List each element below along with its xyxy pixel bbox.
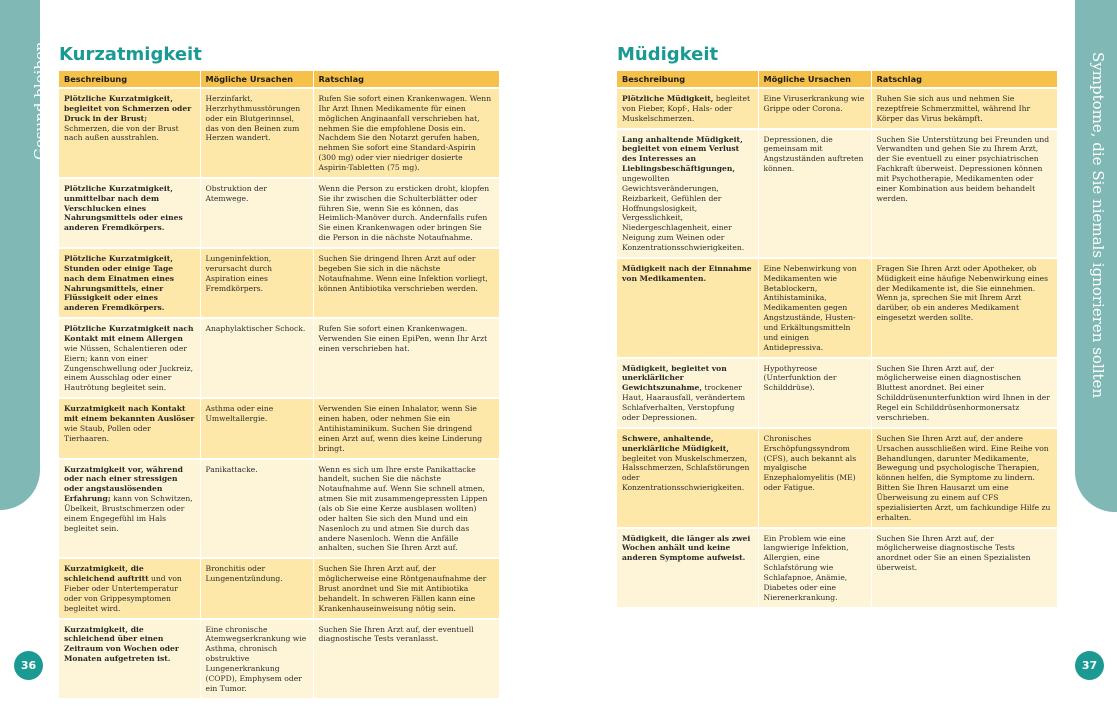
table-row: [59, 398, 499, 458]
col-header-ratschlag: Ratschlag: [871, 71, 1057, 88]
table-row: [617, 88, 1057, 129]
cause-text: Eine Nebenwirkung von Medikamenten wie Betablockern, Antihistaminika, Medikamenten gegen Angstzustände, Husten- und Erkältungsmitteln und einigen Antidepressiva.: [763, 263, 857, 352]
cell-advice: [871, 88, 1057, 129]
description-rest: und von Fieber oder Untertemperatur oder von Grippesymptomen begleitet wird.: [64, 574, 182, 613]
col-header-beschreibung: Beschreibung: [59, 71, 200, 88]
advice-text: Suchen Sie Ihren Arzt auf, der möglicherweise diagnostische Tests anordnet oder Sie an einen Spezialisten überweist.: [876, 533, 1031, 573]
table-row: [59, 88, 499, 178]
description-bold: Kurzatmigkeit, die schleichend über einen Zeitraum von Wochen oder Monaten aufgetreten ist.: [64, 624, 179, 664]
cell-description: [59, 558, 200, 618]
cell-advice: [313, 88, 499, 178]
advice-text: Suchen Sie Unterstützung bei Freunden und Verwandten und gehen Sie zu Ihrem Arzt, der Sie eventuell zu einer psychiatrischen Fachkraft überweist. Depressionen können mit Psychotherapie, Medikamenten oder einer Kombination aus beidem behandelt werden.: [876, 134, 1050, 203]
cell-cause: [200, 318, 313, 398]
table-row: [617, 258, 1057, 358]
cell-description: [617, 358, 758, 428]
cell-cause: [758, 528, 871, 607]
description-bold: Plötzliche Kurzatmigkeit nach Kontakt mit einem Allergen: [64, 324, 194, 344]
cell-description: [59, 459, 200, 559]
cell-advice: [313, 619, 499, 698]
cause-text: Eine Viruserkrankung wie Grippe oder Corona.: [763, 94, 865, 113]
description-rest: kann von Schwitzen, Übelkeit, Brustschmerzen oder einem Engegefühl im Hals begleitet sein.: [64, 494, 193, 533]
table-row: [59, 248, 499, 318]
advice-text: Ruhen Sie sich aus und nehmen Sie rezeptfreie Schmerzmittel, während Ihr Körper das Virus bekämpft.: [876, 94, 1031, 123]
cell-cause: [200, 398, 313, 458]
cell-cause: [758, 88, 871, 129]
advice-text: Verwenden Sie einen Inhalator, wenn Sie einen haben, oder nehmen Sie ein Antihistaminikum. Suchen Sie dringend einen Arzt auf, wenn dies keine Linderung bringt.: [318, 404, 483, 453]
cause-text: Hypothyreose (Unterfunktion der Schilddrüse).: [763, 363, 837, 393]
advice-text: Suchen Sie Ihren Arzt auf, der eventuell diagnostische Tests veranlasst.: [318, 624, 474, 644]
page-number-right: 37: [1075, 651, 1104, 680]
table-row: [617, 129, 1057, 258]
table-muedigkeit: [617, 71, 1058, 607]
cell-advice: [313, 459, 499, 559]
cause-text: Ein Problem wie eine langwierige Infektion, Allergien, eine Schlafstörung wie Schlafapnoe, Anämie, Diabetes oder eine Nierenerkrankung.: [763, 533, 849, 602]
col-header-beschreibung: Beschreibung: [617, 71, 758, 88]
cell-advice: [313, 398, 499, 458]
description-bold: Schwere, anhaltende, unerklärliche Müdigkeit,: [622, 433, 729, 453]
description-rest: trockener Haut, Haarausfall, verändertem Schlafverhalten, Verstopfung oder Depressionen.: [622, 383, 746, 422]
cell-cause: [200, 558, 313, 618]
advice-text: Fragen Sie Ihren Arzt oder Apotheker, ob Müdigkeit eine häufige Nebenwirkung eines der Medikamente ist, die Sie einnehmen. Wenn ja, sprechen Sie mit Ihrem Arzt darüber, ob ein anderes Medikament eingesetzt werden sollte.: [876, 263, 1048, 323]
description-rest: begleitet von Fieber, Kopf-, Hals- oder Muskelschmerzen.: [622, 94, 751, 123]
section-title-kurzatmigkeit: Kurzatmigkeit: [59, 44, 202, 65]
cell-cause: [758, 258, 871, 358]
description-bold: Plötzliche Kurzatmigkeit, unmittelbar nach dem Verschlucken eines Nahrungsmittels oder eines anderen Fremdkörpers.: [64, 183, 183, 233]
cell-description: [617, 129, 758, 258]
section-tab-left: [0, 0, 49, 510]
cause-text: Eine chronische Atemwegserkrankung wie Asthma, chronisch obstruktive Lungenerkrankung (COPD), Emphysem oder ein Tumor.: [205, 624, 307, 693]
description-rest: wie Staub, Pollen oder Tierhaaren.: [64, 423, 151, 443]
col-header-ratschlag: Ratschlag: [313, 71, 499, 88]
cell-cause: [200, 178, 313, 248]
cause-text: Chronisches Erschöpfungssyndrom (CFS), auch bekannt als myalgische Enzephalomyelitis (ME) oder Fatigue.: [763, 433, 857, 493]
cell-description: [59, 178, 200, 248]
advice-text: Suchen Sie Ihren Arzt auf, der möglicherweise einen diagnostischen Bluttest anordnet. Bei einer Schilddrüsenunterfunktion wird Ihnen in der Regel ein Schilddrüsenhormonersatz verschrieben.: [876, 363, 1050, 422]
cell-description: [617, 428, 758, 528]
cell-description: [617, 258, 758, 358]
cell-advice: [313, 558, 499, 618]
cell-cause: [200, 459, 313, 559]
table-row: [59, 178, 499, 248]
advice-text: Wenn die Person zu ersticken droht, klopfen Sie ihr zwischen die Schulterblätter oder führen Sie, wenn Sie es können, das Heimlich-Manöver durch. Andernfalls rufen Sie einen Krankenwagen oder bringen Sie die Person in die nächste Notaufnahme.: [318, 183, 490, 243]
chapter-tab-label: Symptome, die Sie niemals ignorieren sollten: [1089, 52, 1107, 399]
cell-advice: [313, 318, 499, 398]
cell-cause: [758, 358, 871, 428]
table-row: [59, 619, 499, 698]
cell-description: [617, 88, 758, 129]
description-bold: Kurzatmigkeit vor, während oder nach einer stressigen oder angstauslösenden Erfahrung;: [64, 464, 183, 504]
advice-text: Rufen Sie sofort einen Krankenwagen. Wenn Ihr Arzt Ihnen Medikamente für einen möglichen Anginaanfall verschrieben hat, nehmen Sie die empfohlene Dosis ein. Nachdem Sie den Notarzt gerufen haben, nehmen Sie sofort eine Standard-Aspirin (300 mg) oder vier niedriger dosierte Aspirin-Tabletten (75 mg).: [318, 94, 492, 173]
cause-text: Panikattacke.: [205, 464, 258, 474]
cause-text: Asthma oder eine Umweltallergie.: [205, 404, 274, 424]
cause-text: Anaphylaktischer Schock.: [205, 324, 306, 334]
description-bold: Müdigkeit, die länger als zwei Wochen anhält und keine anderen Symptome aufweist.: [622, 533, 751, 563]
cause-text: Herzinfarkt, Herzrhythmusstörungen oder ein Blutgerinnsel, das von den Beinen zum Herzen wandert.: [205, 94, 301, 143]
cause-text: Obstruktion der Atemwege.: [205, 183, 267, 203]
advice-text: Rufen Sie sofort einen Krankenwagen. Verwenden Sie einen EpiPen, wenn Ihr Arzt einen verschrieben hat.: [318, 324, 488, 353]
cell-advice: [313, 178, 499, 248]
description-rest: Schmerzen, die von der Brust nach außen ausstrahlen.: [64, 123, 179, 143]
description-rest: ungewollten Gewichtsveränderungen, Reizbarkeit, Gefühlen der Hoffnungslosigkeit, Vergesslichkeit, Niedergeschlagenheit, einer Neigung zum Weinen oder Konzentrationsschwierigkeiten.: [622, 174, 745, 253]
description-bold: Kurzatmigkeit nach Kontakt mit einem bekannten Auslöser: [64, 404, 195, 424]
page-number-left: 36: [14, 651, 43, 680]
description-bold: Lang anhaltende Müdigkeit, begleitet von einem Verlust des Interesses an Lieblingsbeschäftigungen,: [622, 134, 743, 174]
advice-text: Suchen Sie dringend Ihren Arzt auf oder begeben Sie sich in die nächste Notaufnahme. Wenn eine Infektion vorliegt, können Antibiotika verschrieben werden.: [318, 254, 488, 293]
section-tab-label: Gesund bleiben: [31, 41, 49, 160]
section-title-muedigkeit: Müdigkeit: [617, 44, 719, 65]
description-rest: wie Nüssen, Schalentieren oder Eiern; kann von einer Zungenschwellung oder Juckreiz, einem Ausschlag oder einer Hautrötung begleitet sein.: [64, 343, 193, 393]
cell-advice: [871, 428, 1057, 528]
cell-advice: [871, 129, 1057, 258]
description-bold: Plötzliche Müdigkeit,: [622, 94, 714, 103]
cell-advice: [871, 358, 1057, 428]
cell-advice: [871, 528, 1057, 607]
cell-description: [59, 88, 200, 178]
cell-description: [59, 398, 200, 458]
col-header-ursachen: Mögliche Ursachen: [200, 71, 313, 88]
col-header-ursachen: Mögliche Ursachen: [758, 71, 871, 88]
cell-advice: [871, 258, 1057, 358]
cause-text: Bronchitis oder Lungenentzündung.: [205, 564, 283, 584]
advice-text: Wenn es sich um Ihre erste Panikattacke handelt, suchen Sie die nächste Notaufnahme auf. Wenn Sie schnell atmen, atmen Sie mit zusammengepressten Lippen (als ob Sie eine Kerze ausblasen wollten) oder halten Sie sich den Mund und ein Nasenloch zu und atmen Sie durch das andere Nasenloch. Wenn die Anfälle anhalten, suchen Sie Ihren Arzt auf.: [318, 464, 488, 553]
chapter-tab-right: [1075, 0, 1117, 512]
description-rest: begleitet von Muskelschmerzen, Halsschmerzen, Schlafstörungen oder Konzentrationsschwierigkeiten.: [622, 453, 750, 493]
cell-description: [59, 248, 200, 318]
description-bold: Müdigkeit nach der Einnahme von Medikamenten.: [622, 263, 752, 283]
advice-text: Suchen Sie Ihren Arzt auf, der andere Ursachen ausschließen wird. Eine Reihe von Behandlungen, darunter Medikamente, Bewegung und psychologische Therapien, können helfen, die Symptome zu lindern. Bitten Sie Ihren Hausarzt um eine Überweisung zu einem auf CFS spezialisierten Arzt, um fachkundige Hilfe zu erhalten.: [876, 433, 1051, 522]
cell-cause: [758, 428, 871, 528]
cell-advice: [313, 248, 499, 318]
cell-cause: [200, 619, 313, 698]
cell-cause: [200, 88, 313, 178]
description-bold: Müdigkeit, begleitet von unerklärlicher Gewichtszunahme,: [622, 363, 727, 393]
cell-cause: [200, 248, 313, 318]
cell-description: [59, 318, 200, 398]
cell-description: [617, 528, 758, 607]
advice-text: Suchen Sie Ihren Arzt auf, der möglicherweise eine Röntgenaufnahme der Brust anordnet und Sie mit Antibiotika behandelt. In schweren Fällen kann eine Krankenhauseinweisung nötig sein.: [318, 564, 487, 613]
table-row: [617, 528, 1057, 607]
table-kurzatmigkeit: [59, 71, 500, 698]
cell-cause: [758, 129, 871, 258]
cell-description: [59, 619, 200, 698]
cause-text: Lungeninfektion, verursacht durch Aspiration eines Fremdkörpers.: [205, 254, 272, 293]
description-bold: Plötzliche Kurzatmigkeit, begleitet von Schmerzen oder Druck in der Brust;: [64, 94, 192, 123]
table-row: [59, 459, 499, 559]
description-bold: Kurzatmigkeit, die schleichend auftritt: [64, 564, 149, 584]
table-row: [617, 428, 1057, 528]
table-row: [59, 318, 499, 398]
table-row: [59, 558, 499, 618]
description-bold: Plötzliche Kurzatmigkeit, Stunden oder einige Tage nach dem Einatmen eines Nahrungsmittels, einer Flüssigkeit oder eines anderen Fremdkörpers.: [64, 254, 175, 313]
table-row: [617, 358, 1057, 428]
cause-text: Depressionen, die gemeinsam mit Angstzuständen auftreten können.: [763, 134, 864, 174]
